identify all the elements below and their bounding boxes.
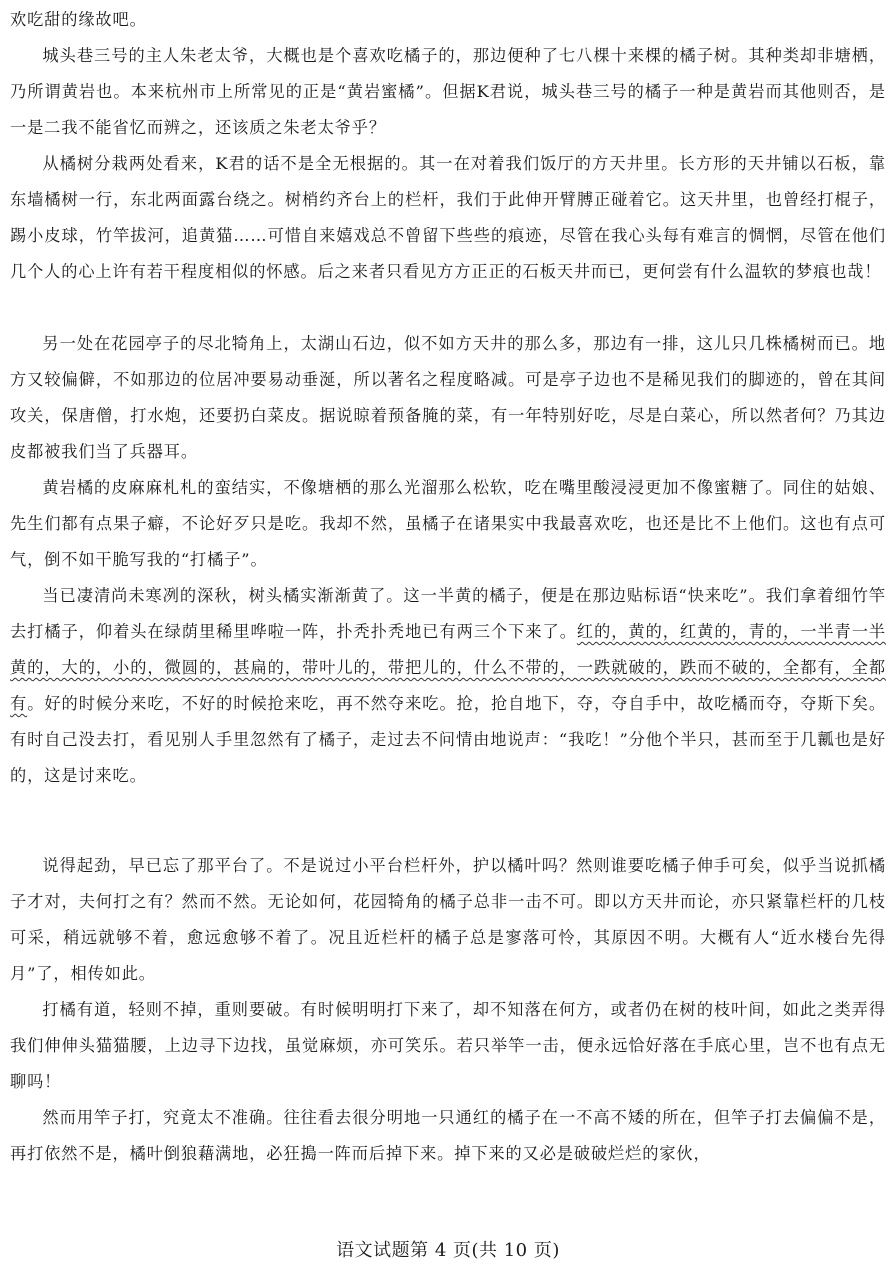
- paragraph-0: 欢吃甜的缘故吧。: [10, 10, 147, 29]
- paragraph-7: 打橘有道，轻则不掉，重则要破。有时候明明打下来了，却不知落在何方，或者仍在树的枝叶间，如此之类弄得我们伸伸头猫猫腰，上边寻下边找，虽觉麻烦，亦可笑乐。若只举竿一击，便永远恰好落在手底心里，岂不也有点无聊吗！: [10, 1000, 886, 1091]
- paragraph-5: [10, 578, 886, 794]
- paragraph-5-before: 当已凄清尚未寒冽的深秋，树头橘实渐渐黄了。这一半黄的橘子，便是在那边贴标语“快来吃”。我们拿着细竹竿去打橘子，仰着头在绿荫里稀里哗啦一阵，扑秃扑秃地已有两三个下来了。: [10, 586, 886, 641]
- page-footer: 语文试题第 4 页(共 10 页): [336, 1240, 560, 1261]
- paragraph-5-after: 。好的时候分来吃，不好的时候抢来吃，再不然夺来吃。抢，抢自地下，夺，夺自手中，故吃橘而夺，夺斯下矣。有时自己没去打，看见别人手里忽然有了橘子，走过去不问情由地说声：“我吃！”分他个半只，甚而至于几瓤也是好的，这是讨来吃。: [10, 694, 886, 785]
- paragraph-8: 然而用竿子打，究竟太不准确。往往看去很分明地一只通红的橘子在一不高不矮的所在，但竿子打去偏偏不是，再打依然不是，橘叶倒狼藉满地，必狂搗一阵而后掉下来。掉下来的又必是破破烂烂的家伙，: [10, 1108, 886, 1163]
- paragraph-2: 从橘树分栽两处看来，K君的话不是全无根据的。其一在对着我们饭厅的方天井里。长方形的天井铺以石板，靠东墙橘树一行，东北两面露台绕之。树梢约齐台上的栏杆，我们于此伸开臂膊正碰着它。这天井里，也曾经打棍子，踢小皮球，竹竿拔河，追黄猫……可惜自来嬉戏总不曾留下些些的痕迹，尽管在我心头每有难言的惆惘，尽管在他们几个人的心上许有若干程度相似的怀感。后之来者只看见方方正正的石板天井而已，更何尝有什么温软的梦痕也哉！: [10, 154, 886, 281]
- paragraph-4: 黄岩橘的皮麻麻札札的蛮结实，不像塘栖的那么光溜那么松软，吃在嘴里酸浸浸更加不像蜜糖了。同住的姑娘、先生们都有点果子癖，不论好歹只是吃。我却不然，虽橘子在诸果实中我最喜欢吃，也还是比不上他们。这也有点可气，倒不如干脆写我的“打橘子”。: [10, 478, 886, 569]
- paragraph-1: 城头巷三号的主人朱老太爷，大概也是个喜欢吃橘子的，那边便种了七八棵十来棵的橘子树。其种类却非塘栖，乃所谓黄岩也。本来杭州市上所常见的正是“黄岩蜜橘”。但据K君说，城头巷三号的橘子一种是黄岩而其他则否，是一是二我不能省忆而辨之，还该质之朱老太爷乎？: [10, 46, 886, 137]
- wavy-underlined-passage: 红的，黄的，红黄的，青的，一半青一半黄的，大的，小的，微圆的，甚扁的，带叶儿的，带把儿的，什么不带的，一跌就破的，跌而不破的，全都有，全都有: [10, 622, 887, 713]
- paragraph-3: 另一处在花园亭子的尽北犄角上，太湖山石边，似不如方天井的那么多，那边有一排，这儿只几株橘树而已。地方又较偏僻，不如那边的位居冲要易动垂涎，所以著名之程度略减。可是亭子边也不是稀见我们的脚迹的，曾在其间攻关，保唐僧，打水炮，还要扔白菜皮。据说晾着预备腌的菜，有一年特别好吃，尽是白菜心，所以然者何？乃其边皮都被我们当了兵器耳。: [10, 334, 886, 461]
- paragraph-6: 说得起劲，早已忘了那平台了。不是说过小平台栏杆外，护以橘叶吗？然则谁要吃橘子伸手可矣，似乎当说抓橘子才对，夫何打之有？然而不然。无论如何，花园犄角的橘子总非一击不可。即以方天井而论，亦只紧靠栏杆的几枝可采，稍远就够不着，愈远愈够不着了。况且近栏杆的橘子总是寥落可怜，其原因不明。大概有人“近水楼台先得月”了，相传如此。: [10, 856, 886, 983]
